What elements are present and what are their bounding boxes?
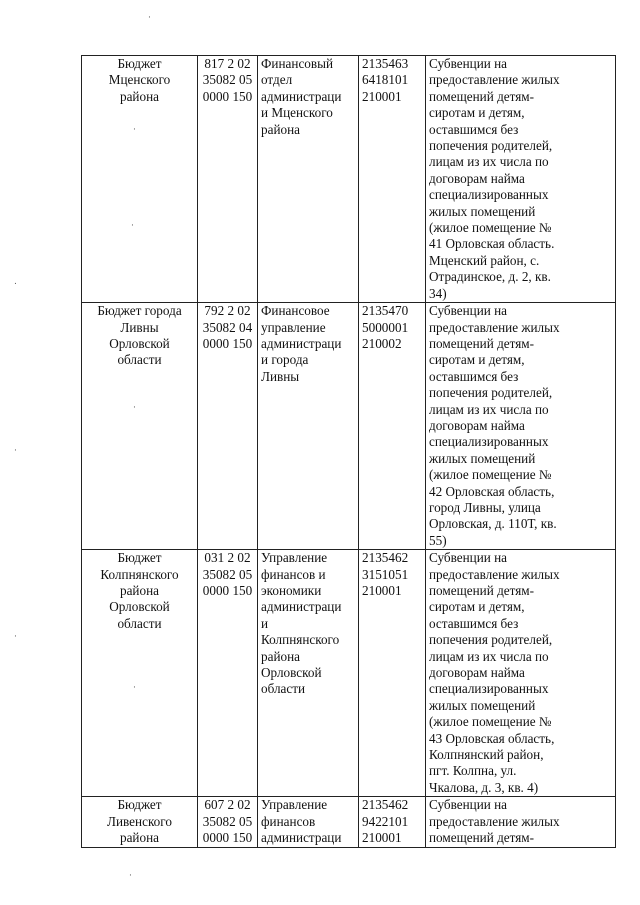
table-row [82,56,616,303]
scan-speck: · [131,221,134,231]
text-line: лицам из их числа по [429,154,549,170]
purpose-cell [426,797,616,847]
table-row [82,550,616,797]
budget-code-cell [198,303,258,550]
text-line: 210001 [362,583,402,598]
text-line: 43 Орловская область, [429,730,555,746]
text-line: предоставление жилых [429,566,560,582]
inn-cell [359,797,426,847]
text-line: 0000 150 [202,830,253,846]
text-line: помещений детям- [429,583,535,598]
text-line: Управление [261,797,328,813]
scan-speck: · [148,13,151,23]
text-line: Отрадинское, д. 2, кв. [429,269,551,285]
text-line: финансов и [261,566,326,582]
text-line: 210002 [362,335,402,351]
text-line: Ливенского [107,813,172,829]
text-line: Субвенции на [429,56,508,71]
text-line: и города [261,352,309,368]
text-line: 210001 [362,830,402,846]
text-line: 35082 05 [202,72,253,88]
text-line: Орловская, д. 110Т, кв. [429,516,557,532]
text-line: город Ливны, улица [429,499,541,515]
text-line: 41 Орловская область. [429,236,555,252]
text-line: администраци [261,599,342,615]
scan-speck: · [133,403,136,413]
table-row [82,797,616,847]
scan-speck: · [14,632,17,642]
text-line: Бюджет города [97,303,182,319]
text-line: 2135462 [362,797,409,813]
text-line: финансов [261,813,316,829]
text-line: жилых помещений [429,203,536,219]
budget-code-cell [198,797,258,847]
text-line: 031 2 02 [204,550,251,566]
text-line: Ливны [120,319,159,335]
text-line: лицам из их числа по [429,401,549,417]
text-line: (жилое помещение № [429,467,552,483]
text-line: жилых помещений [429,450,536,466]
text-line: и Мценского [261,105,333,121]
text-line: области [261,681,306,697]
budget-name-cell [82,303,198,550]
inn-cell [359,303,426,550]
text-line: сиротам и детям, [429,599,525,615]
text-line: Колпнянский район, [429,747,544,763]
text-line: сиротам и детям, [429,352,525,368]
budget-code-cell [198,550,258,797]
text-line: оставшимся без [429,615,519,631]
text-line: района [119,88,159,104]
text-line: 0000 150 [202,88,253,104]
text-line: 3151051 [362,566,409,582]
text-line: Финансовое [261,303,330,319]
text-line: (жилое помещение № [429,220,552,236]
budget-subvention-table [81,55,616,848]
text-line: района [119,830,159,846]
text-line: и [261,615,269,631]
text-line: 42 Орловская область, [429,483,555,499]
text-line: Мценский район, с. [429,252,540,268]
text-line: отдел [261,72,293,88]
text-line: помещений детям- [429,335,535,351]
text-line: оставшимся без [429,368,519,384]
text-line: области [117,352,162,368]
text-line: района [261,648,301,664]
text-line: администраци [261,830,342,846]
purpose-cell [426,56,616,303]
budget-name-cell [82,56,198,303]
text-line: Бюджет [117,550,162,566]
text-line: Орловской [109,599,170,615]
administrator-cell [258,303,359,550]
text-line: администраци [261,88,342,104]
table-row [82,303,616,550]
budget-name-cell [82,550,198,797]
text-line: 5000001 [362,319,409,335]
scan-speck: · [129,871,132,881]
text-line: 210001 [362,88,402,104]
inn-cell [359,56,426,303]
text-line: помещений детям- [429,88,535,104]
text-line: Субвенции на [429,303,508,319]
text-line: 55) [429,532,447,548]
administrator-cell [258,56,359,303]
text-line: области [117,615,162,631]
budget-code-cell [198,56,258,303]
text-line: 2135463 [362,56,409,71]
text-line: договорам найма [429,170,525,186]
administrator-cell [258,550,359,797]
inn-cell [359,550,426,797]
text-line: экономики [261,583,322,598]
text-line: 35082 05 [202,813,253,829]
text-line: попечения родителей, [429,138,553,154]
text-line: района [119,583,159,598]
text-line: 0000 150 [202,335,253,351]
text-line: Бюджет [117,797,162,813]
purpose-cell [426,550,616,797]
text-line: лицам из их числа по [429,648,549,664]
text-line: жилых помещений [429,697,536,713]
text-line: 6418101 [362,72,409,88]
text-line: предоставление жилых [429,813,560,829]
text-line: сиротам и детям, [429,105,525,121]
text-line: Орловской [261,665,322,681]
text-line: 9422101 [362,813,409,829]
text-line: попечения родителей, [429,632,553,648]
text-line: попечения родителей, [429,385,553,401]
text-line: оставшимся без [429,121,519,137]
text-line: Чкалова, д. 3, кв. 4) [429,779,539,795]
purpose-cell [426,303,616,550]
text-line: Бюджет [117,56,162,71]
text-line: Субвенции на [429,550,508,566]
text-line: администраци [261,335,342,351]
scan-speck: · [133,125,136,135]
text-line: специализированных [429,681,549,697]
text-line: Колпнянского [100,566,179,582]
text-line: Управление [261,550,328,566]
text-line: 34) [429,285,447,301]
scan-speck: . [14,277,17,287]
text-line: 792 2 02 [204,303,251,319]
text-line: предоставление жилых [429,319,560,335]
text-line: Колпнянского [261,632,340,648]
text-line: помещений детям- [429,830,535,846]
text-line: предоставление жилых [429,72,560,88]
budget-name-cell [82,797,198,847]
text-line: 35082 04 [202,319,253,335]
text-line: Финансовый [261,56,334,71]
text-line: управление [261,319,326,335]
text-line: договорам найма [429,417,525,433]
text-line: специализированных [429,187,549,203]
text-line: Орловской [109,335,170,351]
text-line: 35082 05 [202,566,253,582]
text-line: района [261,121,301,137]
text-line: Мценского [108,72,171,88]
text-line: 2135462 [362,550,409,566]
text-line: договорам найма [429,665,525,681]
text-line: Ливны [261,368,300,384]
text-line: 0000 150 [202,583,253,598]
text-line: 607 2 02 [204,797,251,813]
text-line: 817 2 02 [204,56,251,71]
scan-speck: · [133,683,136,693]
text-line: 2135470 [362,303,409,319]
text-line: пгт. Колпна, ул. [429,763,517,779]
scan-speck: · [14,446,17,456]
administrator-cell [258,797,359,847]
text-line: Субвенции на [429,797,508,813]
text-line: (жилое помещение № [429,714,552,730]
text-line: специализированных [429,434,549,450]
